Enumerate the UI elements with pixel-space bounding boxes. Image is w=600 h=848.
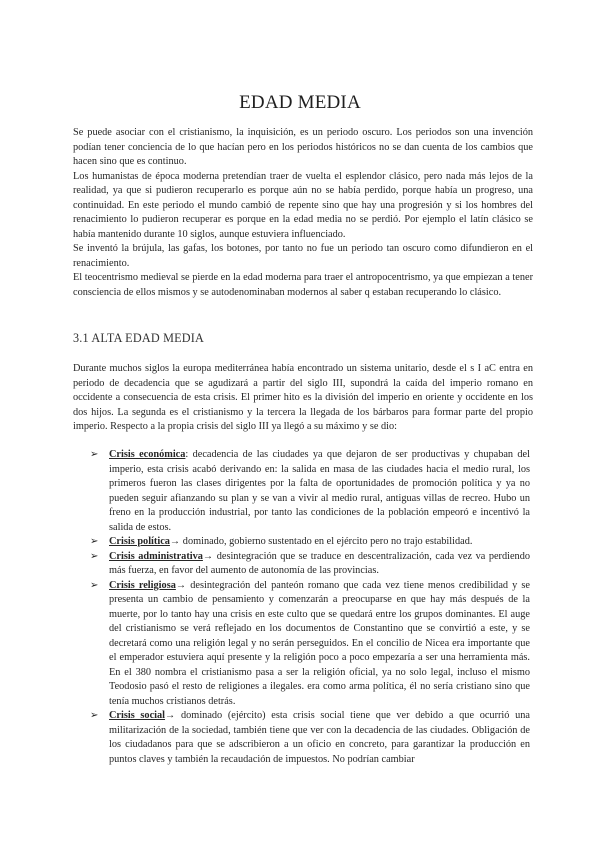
arrow-bullet-icon: ➢ xyxy=(90,550,99,562)
arrow-bullet-icon: ➢ xyxy=(90,449,99,460)
crisis-term: Crisis religiosa xyxy=(109,579,176,591)
crisis-description: : decadencia de las ciudades ya que dejaron de ser productivas y chupaban del imperio, esta crisis acabó derivando en: la salida en masa de las ciudades hacia el medio rural, los primeros fueron las clases dirigentes por la falta de oportunidades de promoción política y ya no pueden seguir afianzando su plan y se van a vivir al medio rural, antiguas villas de recreo. Hubo un freno en la producción industrial, por tanto las condiciones de la población empeoró e incentivó la salida de estos. xyxy=(109,449,530,533)
list-item xyxy=(90,448,530,535)
crisis-term: Crisis económica xyxy=(109,449,186,460)
section-paragraph: Durante muchos siglos la europa mediterránea había encontrado un sistema unitario, desde el s I aC entra en periodo de decadencia que se agudizará a partir del siglo III, supondrá la caída del imperio romano en occidente a consecuencia de esta crisis. El primer hito es la división del imperio en oriente y occidente en los dos hijos. La segunda es el cristianismo y la tercera la llegada de los bárbaros para formar parte del propio imperio. Respecto a la propia crisis del siglo III ya llegó a su máximo y se dio: xyxy=(73,363,533,432)
crisis-term: Crisis administrativa xyxy=(109,550,203,562)
crisis-description: → dominado (ejército) esta crisis social tiene que ver debido a que ocurrió una militarización de la sociedad, también tiene que ver con la decadencia de las ciudades. Obligación de los ciudadanos para que se adscribieron a un oficio en concreto, para garantizar la producción en puntos claves y también la recaudación de impuestos. No podrían cambiar xyxy=(109,710,530,765)
crisis-term: Crisis social xyxy=(109,710,166,721)
crisis-description: → desintegración del panteón romano que cada vez tiene menos credibilidad y se presenta un cambio de pensamiento y comenzarán a preocuparse en que hay más después de la muerte, por lo tanto hay una crisis en este culto que se quedará entre los grupos dominantes. El auge del cristianismo se verá reflejado en los documentos de Constantino que se convirtió a este, y se decretará como una religión legal y no serán perseguidos. En el concilio de Nicea era importante que el emperador estuviera aquí presente y la religión poco a poco empezaría a ser una herramienta más. En el 380 nombra el cristianismo pasa a ser la religión oficial, ya no solo legal, incluso el mismo Teodosio pasó el resto de religiones a ilegales. era como arma política, él no sería cristiano sino que tenía muchos cristianos detrás. xyxy=(109,579,531,707)
arrow-bullet-icon: ➢ xyxy=(90,579,99,591)
crisis-term: Crisis política xyxy=(109,536,170,547)
intro-paragraph: Los humanistas de época moderna pretendían traer de vuelta el esplendor clásico, pero nada más lejos de la realidad, ya que si pudieron recuperarlo es porque aún no se había perdido, porque había un progreso, una continuidad. En este periodo el mundo cambió de repente sino que hay una progresión y si los hombres del renacimiento lo pudieron recuperar es porque en la edad media no se perdió. Por ejemplo el latín clásico se había mantenido durante 10 siglos, aunque estuviera influenciado. xyxy=(73,170,533,240)
intro-paragraph: El teocentrismo medieval se pierde en la edad moderna para traer el antropocentrismo, ya que empiezan a tener consciencia de ellos mismos y se autodenominaban modernos al saber q estaban recuperando lo clásico. xyxy=(73,272,533,298)
arrow-bullet-icon: ➢ xyxy=(90,710,99,721)
list-item xyxy=(90,535,530,550)
crisis-description: → desintegración que se traduce en descentralización, cada vez va perdiendo más fuerza, en favor del aumento de autonomía de las provincias. xyxy=(109,550,530,576)
list-item xyxy=(90,709,530,767)
crisis-list xyxy=(90,448,530,767)
intro-section xyxy=(73,126,533,300)
crisis-description: → dominado, gobierno sustentado en el ejército pero no trajo estabilidad. xyxy=(169,536,473,547)
section-heading: 3.1 ALTA EDAD MEDIA xyxy=(73,331,205,345)
document-title: EDAD MEDIA xyxy=(239,92,361,113)
intro-paragraph: Se inventó la brújula, las gafas, los botones, por tanto no fue un periodo tan oscuro como difundieron en el renacimiento. xyxy=(73,243,533,269)
arrow-bullet-icon: ➢ xyxy=(90,536,99,547)
list-item xyxy=(90,550,530,579)
intro-paragraph: Se puede asociar con el cristianismo, la inquisición, es un periodo oscuro. Los periodos son una invención podían tener conciencia de lo que hacían pero en los periodos históricos no se dan cuenta de los cambios que hacen sino que es continuo. xyxy=(73,127,533,167)
list-item xyxy=(90,579,530,710)
